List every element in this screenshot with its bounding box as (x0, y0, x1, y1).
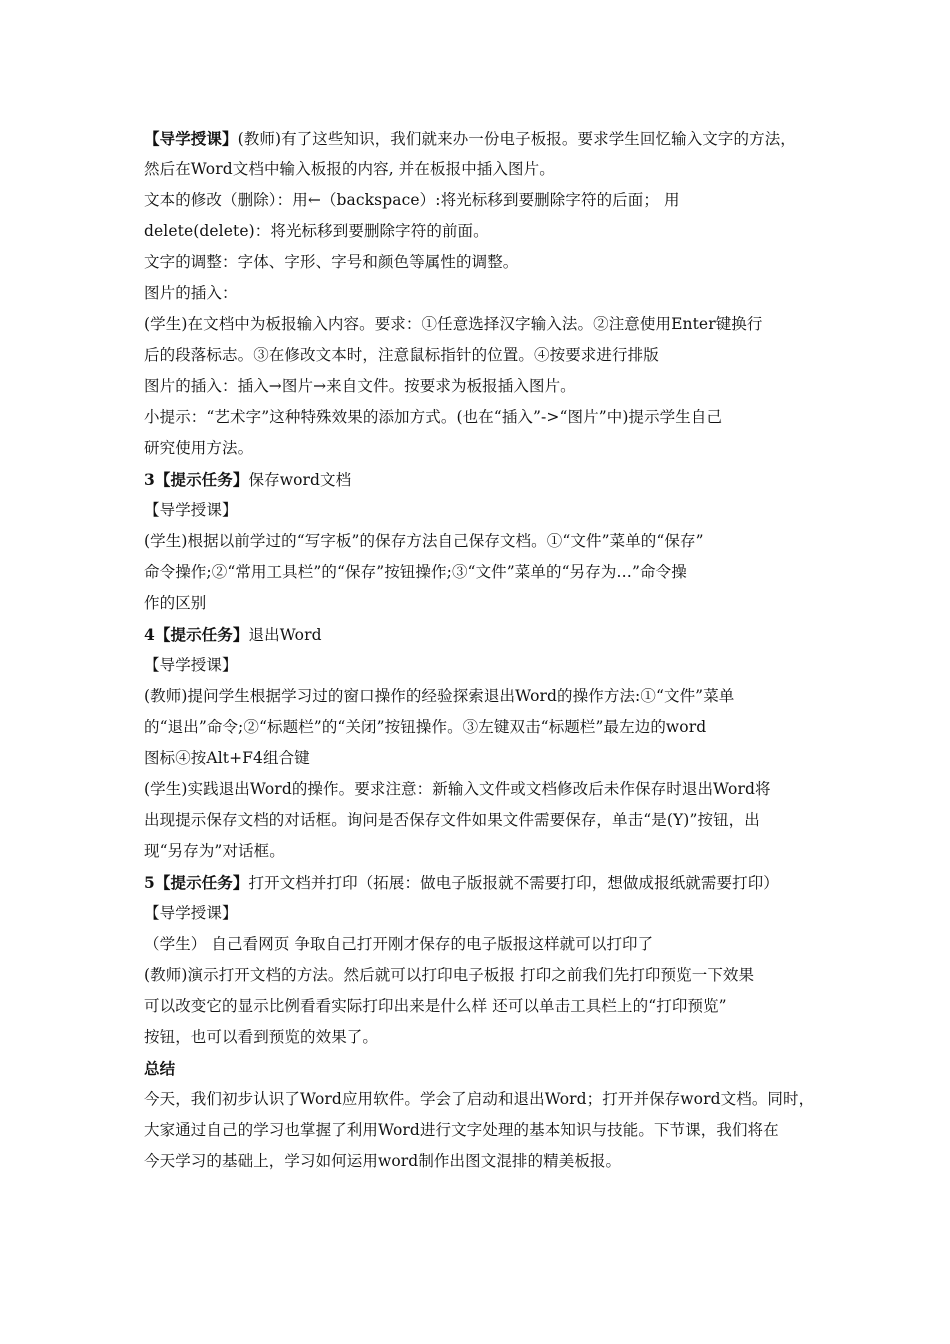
section-heading-text: 打开文档并打印（拓展：做电子版报就不需要打印，想做成报纸就需要打印） (248, 874, 779, 892)
paragraph-text: 按钮，也可以看到预览的效果了。 (144, 1028, 379, 1046)
line-19 (144, 681, 824, 712)
paragraph-text: 图片的插入：插入→图片→来自文件。按要求为板报插入图片。 (144, 377, 576, 395)
paragraph-text: 现“另存为”对话框。 (144, 842, 285, 860)
paragraph-text: （学生） 自己看网页 争取自己打开刚才保存的电子版报这样就可以打印了 (144, 935, 654, 953)
summary-heading: 总结 (144, 1059, 176, 1078)
line-25 (144, 867, 824, 898)
section-label: 【导学授课】 (144, 129, 238, 148)
paragraph-text: 的“退出”命令;②“标题栏”的“关闭”按钮操作。③左键双击“标题栏”最左边的word (144, 718, 707, 736)
section-heading: 3【提示任务】 (144, 470, 249, 489)
paragraph-text: (学生)实践退出Word的操作。要求注意：新输入文件或文档修改后未作保存时退出Word将 (144, 780, 771, 798)
line-31 (144, 1053, 824, 1084)
line-06 (144, 278, 824, 309)
paragraph-text: 出现提示保存文档的对话框。询问是否保存文件如果文件需要保存，单击“是(Y)”按钮，出 (144, 811, 760, 829)
line-04 (144, 216, 824, 247)
paragraph-text: 后的段落标志。③在修改文本时，注意鼠标指针的位置。④按要求进行排版 (144, 346, 659, 364)
document-body (144, 123, 824, 1177)
paragraph-text: 然后在Word文档中输入板报的内容, 并在板报中插入图片。 (144, 160, 555, 178)
line-09 (144, 371, 824, 402)
paragraph-text: 作的区别 (144, 594, 207, 612)
paragraph-text: 命令操作;②“常用工具栏”的“保存”按钮操作;③“文件”菜单的“另存为…”命令操 (144, 563, 687, 581)
line-34 (144, 1146, 824, 1177)
section-heading: 4【提示任务】 (144, 625, 249, 644)
line-28 (144, 960, 824, 991)
line-24 (144, 836, 824, 867)
line-32 (144, 1084, 824, 1115)
line-22 (144, 774, 824, 805)
paragraph-text: delete(delete)：将光标移到要删除字符的前面。 (144, 222, 489, 240)
paragraph-text: 图标④按Alt+F4组合键 (144, 749, 310, 767)
line-14 (144, 526, 824, 557)
line-15 (144, 557, 824, 588)
paragraph-text: 今天，我们初步认识了Word应用软件。学会了启动和退出Word；打开并保存word文档。同时， (144, 1090, 815, 1108)
paragraph-text: 文字的调整：字体、字形、字号和颜色等属性的调整。 (144, 253, 519, 271)
paragraph-text: 研究使用方法。 (144, 439, 254, 457)
paragraph-text: (教师)提问学生根据学习过的窗口操作的经验探索退出Word的操作方法:①“文件”菜单 (144, 687, 735, 705)
paragraph-text: 可以改变它的显示比例看看实际打印出来是什么样 还可以单击工具栏上的“打印预览” (144, 997, 727, 1015)
paragraph-text: 图片的插入： (144, 284, 238, 302)
line-07 (144, 309, 824, 340)
line-30 (144, 1022, 824, 1053)
line-12 (144, 464, 824, 495)
line-33 (144, 1115, 824, 1146)
line-27 (144, 929, 824, 960)
paragraph-text: 【导学授课】 (144, 656, 238, 674)
line-10 (144, 402, 824, 433)
paragraph-text: 【导学授课】 (144, 904, 238, 922)
line-18 (144, 650, 824, 681)
paragraph-text: 【导学授课】 (144, 501, 238, 519)
paragraph-text: 大家通过自己的学习也掌握了利用Word进行文字处理的基本知识与技能。下节课，我们将在 (144, 1121, 779, 1139)
line-21 (144, 743, 824, 774)
paragraph-text: (学生)在文档中为板报输入内容。要求：①任意选择汉字输入法。②注意使用Enter键换行 (144, 315, 763, 333)
line-11 (144, 433, 824, 464)
line-05 (144, 247, 824, 278)
paragraph-text: 文本的修改（删除）：用←（backspace）:将光标移到要删除字符的后面； 用 (144, 191, 680, 209)
paragraph-text: (教师)有了这些知识，我们就来办一份电子板报。要求学生回忆输入文字的方法， (237, 130, 796, 148)
paragraph-text: 今天学习的基础上，学习如何运用word制作出图文混排的精美板报。 (144, 1152, 622, 1170)
line-17 (144, 619, 824, 650)
paragraph-text: (教师)演示打开文档的方法。然后就可以打印电子板报 打印之前我们先打印预览一下效果 (144, 966, 755, 984)
line-01 (144, 123, 824, 154)
section-heading: 5【提示任务】 (144, 873, 249, 892)
line-02 (144, 154, 824, 185)
line-13 (144, 495, 824, 526)
line-08 (144, 340, 824, 371)
line-16 (144, 588, 824, 619)
section-heading-text: 退出Word (248, 626, 322, 644)
line-26 (144, 898, 824, 929)
paragraph-text: 小提示：“艺术字”这种特殊效果的添加方式。(也在“插入”->“图片”中)提示学生自己 (144, 408, 723, 426)
paragraph-text: (学生)根据以前学过的“写字板”的保存方法自己保存文档。①“文件”菜单的“保存” (144, 532, 704, 550)
line-03 (144, 185, 824, 216)
line-20 (144, 712, 824, 743)
line-29 (144, 991, 824, 1022)
line-23 (144, 805, 824, 836)
section-heading-text: 保存word文档 (248, 471, 352, 489)
